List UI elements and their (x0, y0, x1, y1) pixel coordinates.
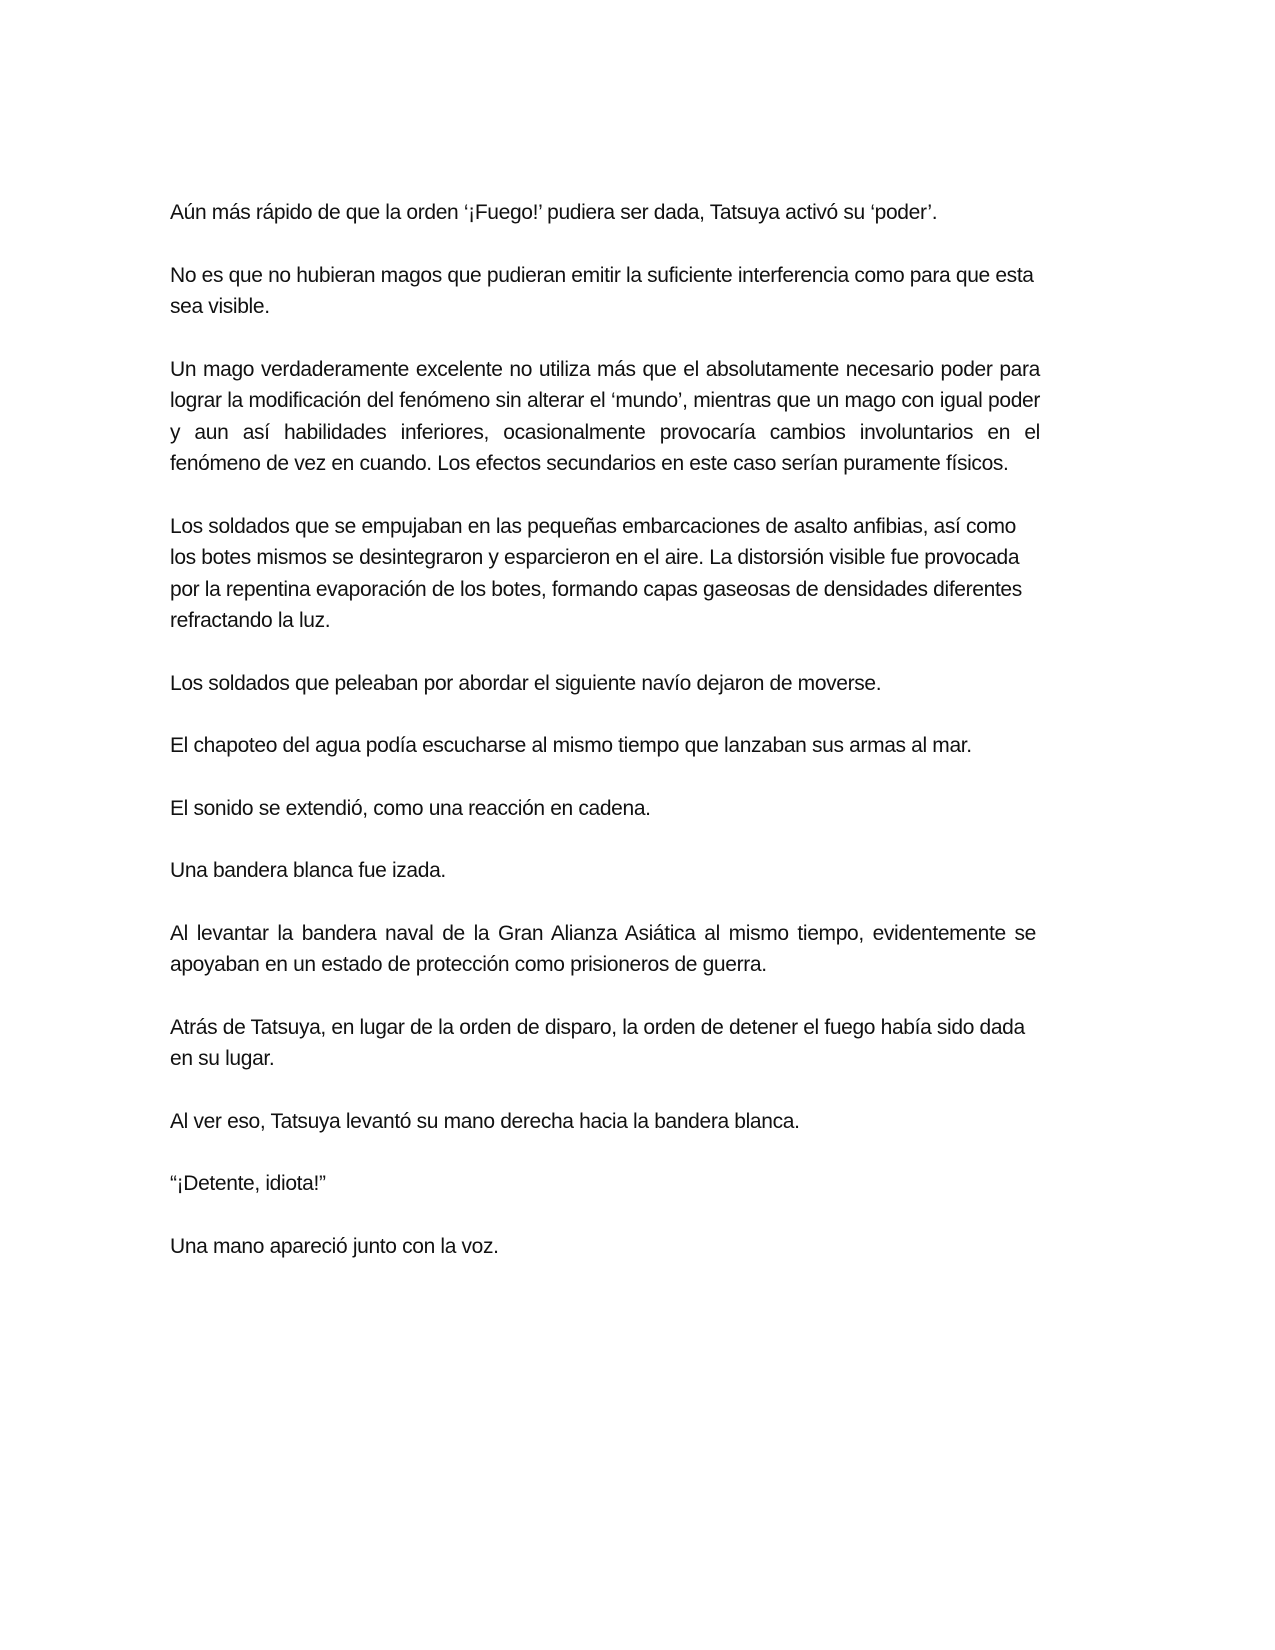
paragraph: Al ver eso, Tatsuya levantó su mano derecha hacia la bandera blanca. (170, 1109, 800, 1133)
paragraph: No es que no hubieran magos que pudieran emitir la suficiente interferencia como para que esta sea visible. (170, 263, 1034, 318)
paragraph: “¡Detente, idiota!” (170, 1172, 326, 1195)
paragraph: Los soldados que peleaban por abordar el siguiente navío dejaron de moverse. (170, 671, 882, 695)
paragraph: El chapoteo del agua podía escucharse al mismo tiempo que lanzaban sus armas al mar. (170, 734, 972, 757)
paragraph: El sonido se extendió, como una reacción en cadena. (170, 796, 651, 820)
paragraph: Una bandera blanca fue izada. (170, 859, 446, 882)
document-page (170, 197, 1040, 1293)
paragraph: Los soldados que se empujaban en las pequeñas embarcaciones de asalto anfibias, así como los botes mismos se desintegraron y esparcieron en el aire. La distorsión visible fue provocada por la repentina evaporación de los botes, formando capas gaseosas de densidades diferentes refractando la luz. (170, 514, 1022, 632)
paragraph: Atrás de Tatsuya, en lugar de la orden de disparo, la orden de detener el fuego había sido dada en su lugar. (170, 1015, 1025, 1070)
paragraph: Un mago verdaderamente excelente no utiliza más que el absolutamente necesario poder para lograr la modificación del fenómeno sin alterar el ‘mundo’, mientras que un mago con igual poder y aun así habilidades inferiores, ocasionalmente provocaría cambios involuntarios en el fenómeno de vez en cuando. Los efectos secundarios en este caso serían puramente físicos. (170, 357, 1040, 475)
paragraph: Una mano apareció junto con la voz. (170, 1234, 499, 1258)
paragraph: Aún más rápido de que la orden ‘¡Fuego!’ pudiera ser dada, Tatsuya activó su ‘poder’. (170, 201, 938, 224)
paragraph: Al levantar la bandera naval de la Gran Alianza Asiática al mismo tiempo, evidentemente se apoyaban en un estado de protección como prisioneros de guerra. (170, 921, 1036, 976)
